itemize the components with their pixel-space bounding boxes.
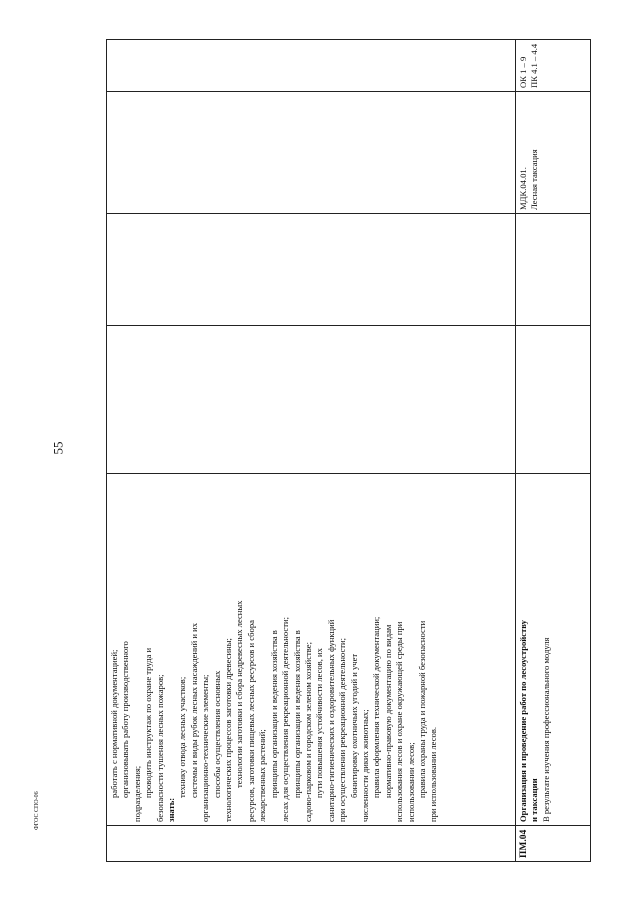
content-line: технологических процессов заготовки древесины; <box>223 638 234 822</box>
content-line: нормативно-правовую документацию по видам <box>382 624 393 798</box>
content-line: работать с нормативной документацией; <box>109 649 119 798</box>
content-line: ресурсов, заготовки пищевых лесных ресурсов и сбора <box>245 620 256 822</box>
content-line: пути повышения устойчивости лесов, их <box>314 648 325 798</box>
content-line: использовании лесов; <box>405 742 416 822</box>
professional-competencies: ПК 4.1 – 4.4 <box>529 43 540 88</box>
competency-cell <box>516 40 591 92</box>
table-row <box>516 40 591 862</box>
page-number: 55 <box>50 441 66 455</box>
hours-cell <box>107 326 516 474</box>
content-line: правила оформления технической документации; <box>371 616 382 798</box>
content-line: безопасности тушения лесных пожаров; <box>154 674 165 822</box>
content-line: лекарственных растений; <box>257 729 268 822</box>
content-cell <box>107 474 516 826</box>
rotated-table-container <box>106 40 580 862</box>
content-line: при использовании лесов. <box>428 726 439 822</box>
module-content-cell <box>516 474 591 826</box>
mdk-name: Лесная таксация <box>529 149 540 210</box>
content-line: знать: <box>166 797 177 822</box>
content-line: технику отвода лесных участков; <box>177 676 188 798</box>
content-line: организационно-технические элементы; <box>200 674 211 822</box>
general-competencies: ОК 1 – 9 <box>518 56 528 88</box>
content-line: принципы организации и ведения хозяйства в <box>268 630 279 798</box>
module-title: Организация и проведение работ по лесоустройству <box>518 620 528 822</box>
mdk-code: МДК.04.01. <box>518 167 528 210</box>
competency-cell <box>107 40 516 92</box>
content-line: бонитировку охотничьих угодий и учет <box>348 653 359 798</box>
code-cell <box>107 826 516 862</box>
content-line: системы и виды рубок лесных насаждений и их <box>188 622 199 798</box>
hours-cell <box>516 326 591 474</box>
content-line: организовывать работу производственного <box>120 641 131 798</box>
content-line: санитарно-гигиенических и оздоровительных функций <box>325 619 336 822</box>
content-line: принципы организации и ведения хозяйства в <box>291 630 302 798</box>
content-line: подразделения; <box>131 765 142 822</box>
content-line: проводить инструктаж по охране труда и <box>143 647 154 798</box>
content-line: правила охраны труда и пожарной безопасности <box>416 620 427 798</box>
table-row <box>107 40 516 862</box>
content-line: при осуществлении рекреационной деятельности; <box>337 638 348 822</box>
content-line: использования лесов и охране окружающей среды при <box>394 621 405 822</box>
module-intro: В результате изучения профессионального модуля <box>540 637 551 822</box>
hours-cell <box>107 214 516 326</box>
content-line: лесах для осуществления рекреационной деятельности; <box>280 617 291 822</box>
content-line: технологии заготовки и сбора недревесных лесных <box>234 600 245 788</box>
content-line: способы осуществления основных <box>211 670 222 798</box>
mdk-cell <box>107 92 516 214</box>
module-code: ПМ.04 <box>519 829 529 858</box>
curriculum-table <box>106 39 591 862</box>
module-code-cell <box>516 826 591 862</box>
module-title-cont: и таксации <box>529 778 540 822</box>
content-line: численности диких животных; <box>359 709 370 822</box>
mdk-cell <box>516 92 591 214</box>
hours-cell <box>516 214 591 326</box>
footer-mark: ФГОС СПО-06 <box>34 791 40 830</box>
content-line: садово-парковом и городском зеленом хозяйстве; <box>302 642 313 822</box>
